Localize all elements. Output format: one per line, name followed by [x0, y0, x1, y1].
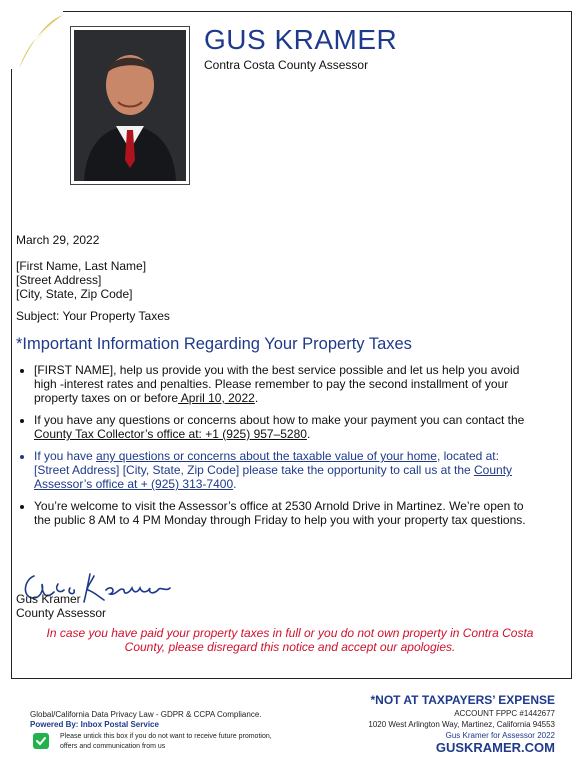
- recipient-address: [16, 259, 536, 301]
- assessor-phone-link[interactable]: County Assessor’s office at + (925) 313-7400: [34, 463, 513, 491]
- signer-block: [16, 592, 106, 620]
- letter-headline: *Important Information Regarding Your Property Taxes: [16, 335, 412, 353]
- privacy-footer: [30, 710, 262, 729]
- recipient-street: [Street Address]: [16, 273, 102, 287]
- assessor-portrait: [70, 26, 190, 185]
- letter-date: March 29, 2022: [16, 233, 100, 247]
- powered-by: Powered By: Inbox Postal Service: [30, 720, 159, 729]
- signer-title: County Assessor: [16, 606, 107, 620]
- website-link[interactable]: GUSKRAMER.COM: [435, 740, 555, 755]
- expense-disclaimer: *NOT AT TAXPAYERS’ EXPENSE: [370, 693, 555, 707]
- letter-body: [16, 233, 536, 535]
- committee-name: Gus Kramer for Assessor 2022: [445, 731, 555, 740]
- due-date: April 10, 2022: [178, 391, 255, 405]
- list-item: • If you have any questions or concerns about how to make your payment you can contact the County Tax Collector’s office at: +1 (925) 957–5280.: [34, 413, 536, 441]
- privacy-text: Global/California Data Privacy Law - GDPR & CCPA Compliance.: [30, 710, 262, 719]
- opt-out-label: Please untick this box if you do not want to receive future promotion, offers and communication from us: [60, 733, 272, 750]
- candidate-title: Contra Costa County Assessor: [204, 58, 369, 72]
- recipient-city: [City, State, Zip Code]: [16, 287, 133, 301]
- letter-subject: Subject: Your Property Taxes: [16, 309, 170, 323]
- tax-collector-phone-link[interactable]: County Tax Collector’s office at: +1 (925) 957–5280: [34, 427, 307, 441]
- disclosure-block: [368, 695, 555, 753]
- taxable-value-link[interactable]: any questions or concerns about the taxable value of your home: [96, 449, 437, 463]
- list-item: • You’re welcome to visit the Assessor’s office at 2530 Arnold Drive in Martinez. We’re open to the public 8 AM to 4 PM Monday through Friday to help you with your property tax questions.: [34, 499, 536, 527]
- opt-out-checkbox[interactable]: [33, 733, 49, 749]
- page-curl-icon: [11, 11, 63, 69]
- list-item: • [FIRST NAME], help us provide you with the best service possible and let us help you avoid high -interest rates and penalties. Please remember to pay the second installment of your property taxes on or before April 10, 2022.: [34, 363, 536, 405]
- signer-name: Gus Kramer: [16, 592, 81, 606]
- candidate-name: GUS KRAMER: [204, 24, 398, 55]
- info-list: [16, 363, 536, 527]
- committee-address: 1020 West Arlington Way, Martinez, California 94553: [368, 720, 555, 729]
- disregard-notice: In case you have paid your property taxes in full or you do not own property in Contra Costa County, please disregard this notice and accept our apologies.: [46, 626, 534, 654]
- fppc-account: ACCOUNT FPPC #1442677: [454, 709, 555, 718]
- list-item: • If you have any questions or concerns about the taxable value of your home, located at: [Street Address] [City, State, Zip Code] please take the opportunity to call us at the County Assessor’s office at + (925) 313-7400.: [34, 449, 536, 491]
- recipient-name: [First Name, Last Name]: [16, 259, 147, 273]
- checkmark-icon: [35, 735, 47, 747]
